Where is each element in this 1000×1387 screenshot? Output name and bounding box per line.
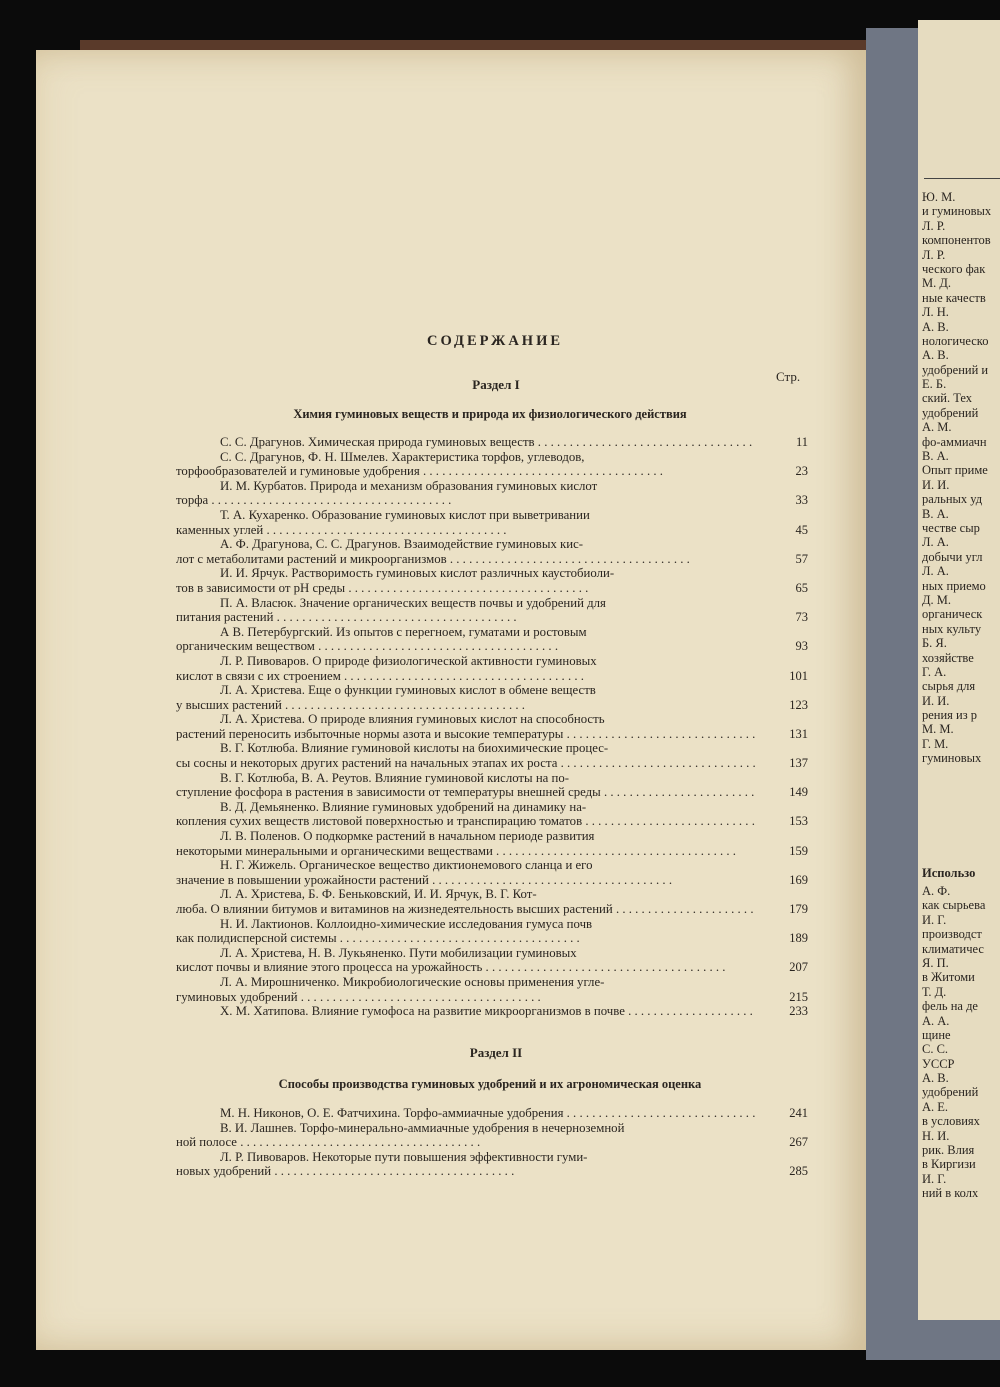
right-page-line: С. С. (922, 1042, 949, 1057)
toc-page-number: 215 (789, 989, 808, 1004)
toc-entry-line: А. Ф. Драгунова, С. С. Драгунов. Взаимодействие гуминовых кис- (220, 537, 584, 552)
toc-page-number: 131 (789, 726, 808, 741)
toc-entry (176, 537, 808, 566)
right-page-line: гуминовых (922, 751, 982, 766)
toc-page-number: 93 (795, 639, 808, 654)
toc-entry (176, 683, 808, 712)
toc-entry-line: Х. М. Хатипова. Влияние гумофоса на развитие микроорганизмов в почве . . . (176, 1004, 756, 1019)
toc-entry-line: каменных углей . . . (176, 523, 756, 538)
toc-entry-line: люба. О влиянии битумов и витаминов на жизнедеятельность высших растений . . . (176, 902, 756, 917)
right-page-line: Д. М. (922, 592, 952, 607)
right-page-line: А. М. (922, 420, 952, 435)
right-page-line: в Житоми (922, 970, 975, 985)
toc-entry-line: сы сосны и некоторых других растений на начальных этапах их роста . . . (176, 756, 756, 771)
right-page-line: Л. Н. (922, 305, 949, 320)
toc-entry-line: тов в зависимости от pH среды . . . (176, 581, 756, 596)
toc-page-number: 11 (795, 435, 808, 449)
right-page-line: добычи угл (922, 549, 983, 564)
right-page-line: Ю. М. (922, 190, 956, 204)
toc-entry-line: гуминовых удобрений . . . (176, 990, 756, 1005)
right-page-line: И. Г. (922, 912, 947, 927)
toc-entry (176, 974, 808, 1004)
right-page-line: В. А. (922, 449, 949, 464)
toc-entry (176, 945, 808, 975)
right-page-line: ных приемо (922, 578, 986, 593)
right-page-line: щине (922, 1027, 951, 1042)
right-page-fragment (918, 20, 1000, 1320)
toc-entry-line: лот с метаболитами растений и микроорганизмов . . . (176, 552, 756, 567)
toc-entry-line: кислот почвы и влияние этого процесса на урожайность . . . (176, 960, 756, 975)
toc-entry-line: И. М. Курбатов. Природа и механизм образования гуминовых кислот (220, 478, 598, 493)
toc-page-number: 23 (795, 464, 808, 479)
toc-page-number: 169 (789, 872, 808, 887)
section-2-entries (176, 1106, 808, 1179)
toc-page-number: 267 (789, 1135, 808, 1150)
toc-entry-line: значение в повышении урожайности растений . . . (176, 873, 756, 888)
toc-entry-line: у высших растений . . . (176, 698, 756, 713)
right-page-rule (924, 178, 1000, 179)
toc-entry-line: П. А. Власюк. Значение органических веществ почвы и удобрений для (220, 595, 606, 610)
right-page-line: органическ (922, 607, 983, 622)
right-page-line: сырья для (922, 679, 976, 694)
toc-entry (176, 1106, 808, 1121)
right-page-line: удобрений (922, 405, 979, 420)
toc-page-number: 153 (789, 814, 808, 829)
toc-entry (176, 741, 808, 771)
toc-page-number: 159 (789, 843, 808, 858)
right-page-line: фель на де (922, 999, 978, 1014)
toc-page-number: 101 (789, 668, 808, 683)
toc-page-number: 189 (789, 931, 808, 946)
toc-page-number: 123 (789, 697, 808, 712)
toc-entry (176, 887, 808, 916)
right-page-line: ные качеств (922, 290, 986, 305)
right-page-line: удобрений и (922, 362, 989, 377)
right-page-line: производст (922, 927, 982, 942)
toc-entry-line: копления сухих веществ листовой поверхностью и транспирацию томатов . . . (176, 814, 756, 829)
toc-entry-line: А В. Петербургский. Из опытов с перегноем, гуматами и ростовым (220, 624, 587, 639)
right-page-line: хозяйстве (922, 650, 974, 665)
toc-entry-line: ступление фосфора в растения в зависимости от температуры внешней среды . . . (176, 785, 756, 800)
right-page-line: В. А. (922, 506, 949, 521)
right-page-line: компонентов (922, 233, 991, 248)
toc-entry-line: В. Д. Демьяненко. Влияние гуминовых удобрений на динамику на- (220, 799, 587, 814)
toc-page-number: 73 (795, 610, 808, 625)
right-page-line: А. В. (922, 1071, 949, 1086)
right-page-line: Л. Р. (922, 247, 946, 262)
right-page-line: М. М. (922, 722, 954, 737)
toc-page-number: 137 (789, 756, 808, 771)
page-column-label: Стр. (776, 369, 801, 384)
toc-entry-line: кислот в связи с их строением . . . (176, 669, 756, 684)
toc-entry-line: торфообразователей и гуминовые удобрения . . . (176, 464, 756, 479)
right-page-line: Л. Р. (922, 218, 946, 233)
right-page-line: А. В. (922, 319, 949, 334)
right-page-line: как сырьева (922, 898, 986, 913)
toc-entry-line: питания растений . . . (176, 610, 756, 625)
right-page-line: ский. Тех (922, 391, 973, 406)
toc-entry (176, 1149, 808, 1179)
right-page-line: рик. Влия (922, 1143, 975, 1158)
toc-entry-line: некоторыми минеральными и органическими веществами . . . (176, 844, 756, 859)
toc-page-number: 285 (789, 1164, 808, 1179)
toc-title: СОДЕРЖАНИЕ (426, 333, 564, 349)
right-page-line: в Киргизи (922, 1157, 976, 1172)
toc-entry-line: Т. А. Кухаренко. Образование гуминовых кислот при выветривании (220, 507, 590, 522)
right-page-line: Г. А. (922, 664, 947, 679)
toc-page-number: 207 (789, 960, 808, 975)
toc-entry-line: В. Г. Котлюба. Влияние гуминовой кислоты на биохимические процес- (220, 741, 609, 756)
toc-entry (176, 653, 808, 683)
toc-entry (176, 478, 808, 508)
toc-entry-line: ной полосе . . . (176, 1135, 756, 1150)
right-page-line: А. А. (922, 1013, 950, 1028)
right-page-line: фо-аммиачн (922, 434, 987, 449)
toc-entry (176, 449, 808, 479)
toc-page-number: 233 (789, 1004, 808, 1019)
toc-entry (176, 829, 808, 858)
right-page-line: Н. И. (922, 1128, 950, 1143)
right-page-line: ческого фак (922, 261, 986, 276)
toc-entry-line: как полидисперсной системы . . . (176, 931, 756, 946)
toc-entry-line: Н. Г. Жижель. Органическое вещество диктионемового сланца и его (220, 858, 593, 873)
toc-entry-line: органическим веществом . . . (176, 639, 756, 654)
toc-entry-line: И. И. Ярчук. Растворимость гуминовых кислот различных каустобиоли- (220, 566, 615, 581)
right-page-line: нологическо (922, 333, 989, 348)
toc-entry-line: С. С. Драгунов, Ф. Н. Шмелев. Характеристика торфов, углеводов, (220, 449, 585, 464)
toc-entry-line: Л. Р. Пивоваров. О природе физиологической активности гуминовых (220, 653, 597, 668)
section-1-subtitle: Химия гуминовых веществ и природа их физиологического действия (293, 407, 687, 421)
toc-entry (176, 595, 808, 625)
right-page-line: А. Ф. (922, 884, 951, 899)
toc-entry-line: Л. Р. Пивоваров. Некоторые пути повышения эффективности гуми- (220, 1149, 588, 1164)
toc-entry (176, 712, 808, 741)
toc-entry-line: Л. А. Христева, Б. Ф. Беньковский, И. И. Ярчук, В. Г. Кот- (220, 887, 537, 902)
toc-page-number: 149 (789, 785, 808, 800)
toc-entry-line: растений переносить избыточные нормы азота и высокие температуры . . . (176, 727, 756, 742)
toc-entry-line: Л. А. Христева. О природе влияния гуминовых кислот на способность (220, 712, 605, 727)
toc-entry-line: В. Г. Котлюба, В. А. Реутов. Влияние гуминовой кислоты на по- (220, 770, 570, 785)
toc-page-number: 65 (795, 580, 808, 595)
right-page-section-head: Использо (922, 865, 976, 880)
toc-entry (176, 566, 808, 595)
toc-page-number: 57 (795, 551, 808, 566)
right-page-line: Т. Д. (922, 984, 947, 999)
right-page-line: Л. А. (922, 535, 949, 550)
toc-entry (176, 507, 808, 537)
toc-page-number: 241 (789, 1106, 808, 1120)
toc-entry-line: Л. В. Поленов. О подкормке растений в начальном периоде развития (220, 829, 595, 844)
toc-entry (176, 435, 808, 450)
right-page-line: Е. Б. (922, 377, 947, 392)
toc-entry-line: В. И. Лашнев. Торфо-минерально-аммиачные удобрения в нечерноземной (220, 1120, 625, 1135)
toc-entry (176, 799, 808, 829)
toc-entry-line: торфа . . . (176, 493, 756, 508)
right-page-line: и гуминовых (922, 204, 992, 219)
right-page-line: честве сыр (922, 520, 980, 535)
toc-entry-line: Л. А. Христева, Н. В. Лукьяненко. Пути мобилизации гуминовых (220, 945, 577, 960)
right-page-line: М. Д. (922, 276, 952, 291)
toc-entry (176, 624, 808, 654)
toc-entry-line: Н. И. Лактионов. Коллоидно-химические исследования гумуса почв (220, 916, 593, 931)
right-page-line: И. И. (922, 477, 950, 492)
toc-entry-line: Л. А. Мирошниченко. Микробиологические основы применения угле- (220, 974, 605, 989)
right-page-line: рения из р (922, 708, 978, 723)
right-page-line: И. И. (922, 693, 950, 708)
right-page-line: А. Е. (922, 1099, 949, 1114)
toc-entry (176, 770, 808, 800)
right-page-line: удобрений (922, 1085, 979, 1100)
toc-page-number: 179 (789, 902, 808, 916)
toc-page-number: 45 (795, 522, 808, 537)
right-page-line: А. В. (922, 348, 949, 363)
right-page-line: Б. Я. (922, 636, 947, 651)
right-page-line: ний в колх (922, 1186, 979, 1201)
toc-entry-line: новых удобрений . . . (176, 1164, 756, 1179)
right-page-line: ральных уд (922, 492, 983, 507)
toc-entry (176, 916, 808, 946)
toc-entry-line: Л. А. Христева. Еще о функции гуминовых кислот в обмене веществ (220, 683, 596, 698)
right-page-line: Я. П. (922, 955, 949, 970)
right-page-line: УССР (922, 1056, 955, 1071)
toc-entry (176, 858, 808, 887)
toc-entry (176, 1004, 808, 1019)
toc-entry (176, 1120, 808, 1150)
right-page-line: Л. А. (922, 564, 949, 579)
section-1-label: Раздел I (472, 377, 520, 392)
toc-entry-line: М. Н. Никонов, О. Е. Фатчихина. Торфо-аммиачные удобрения . . . (176, 1106, 756, 1121)
section-2-label: Раздел II (469, 1045, 523, 1060)
right-page-line: в условиях (922, 1114, 980, 1129)
toc-page-number: 33 (795, 493, 808, 508)
right-page-line: И. Г. (922, 1171, 947, 1186)
right-page-line: климатичес (922, 941, 984, 956)
section-2-subtitle: Способы производства гуминовых удобрений и их агрономическая оценка (278, 1077, 702, 1091)
right-page-line: ных культу (922, 621, 982, 636)
toc-entry-line: С. С. Драгунов. Химическая природа гуминовых веществ . . . (176, 435, 756, 450)
right-page-line: Г. М. (922, 736, 949, 751)
section-1-entries (176, 435, 808, 1019)
right-page-line: Опыт приме (922, 463, 988, 478)
